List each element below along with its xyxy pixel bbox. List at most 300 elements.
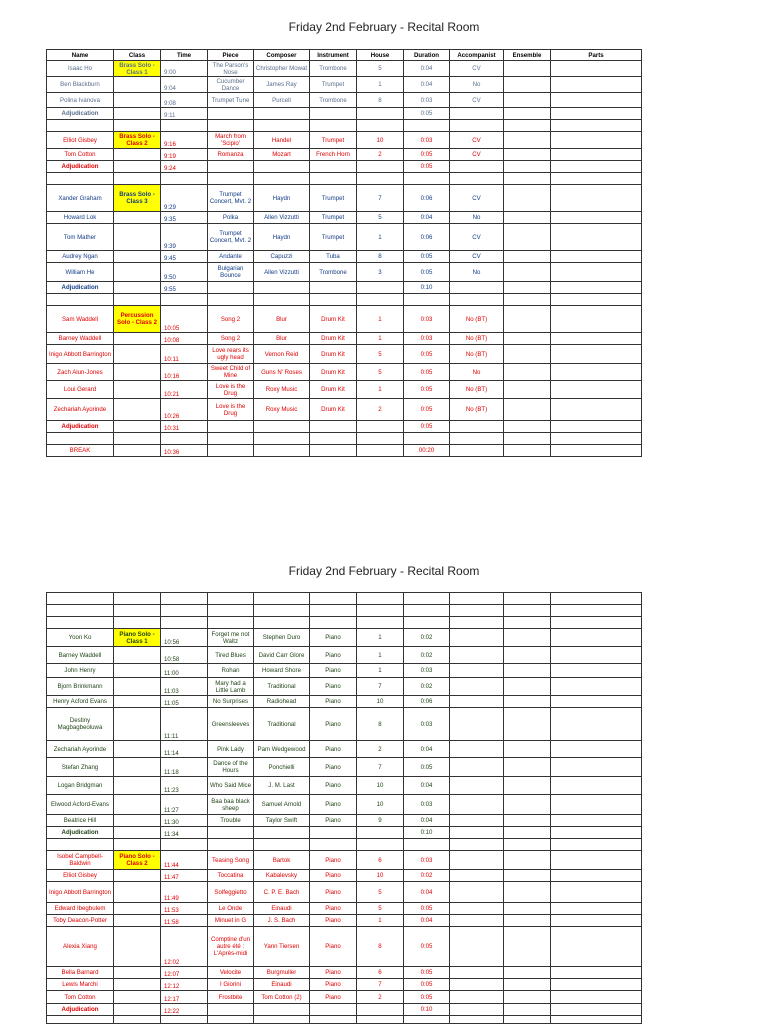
- cell-piece: [208, 593, 254, 605]
- table-row: [47, 306, 642, 333]
- cell-piece: Love is the Drug: [208, 381, 254, 399]
- cell-accompanist: [450, 967, 504, 979]
- cell-accompanist: No: [450, 77, 504, 93]
- cell-house: 5: [357, 882, 404, 903]
- cell-class: [114, 708, 161, 741]
- cell-accompanist: No: [450, 212, 504, 224]
- cell-time: 10:56: [161, 629, 208, 647]
- cell-name: [47, 593, 114, 605]
- cell-duration: 0:05: [404, 991, 450, 1004]
- cell-house: 8: [357, 708, 404, 741]
- cell-parts: [551, 758, 642, 777]
- cell-ensemble: [504, 421, 551, 433]
- cell-house: 6: [357, 851, 404, 870]
- cell-piece: Trumpet Concert, Mvt. 2: [208, 224, 254, 251]
- cell-duration: 0:03: [404, 851, 450, 870]
- cell-parts: [551, 629, 642, 647]
- cell-piece: Tired Blues: [208, 647, 254, 664]
- cell-composer: J. S. Bach: [254, 915, 310, 927]
- cell-accompanist: No (BT): [450, 399, 504, 421]
- cell-class: [114, 979, 161, 991]
- cell-piece: March from 'Scipio': [208, 132, 254, 149]
- cell-parts: [551, 77, 642, 93]
- cell-name: Destiny Magbagbeoluwa: [47, 708, 114, 741]
- cell-name: [47, 173, 114, 185]
- cell-name: [47, 605, 114, 617]
- cell-parts: [551, 882, 642, 903]
- cell-house: [357, 294, 404, 306]
- table-row: [47, 1016, 642, 1024]
- cell-piece: [208, 108, 254, 120]
- cell-parts: [551, 399, 642, 421]
- cell-piece: Toccatina: [208, 870, 254, 882]
- cell-composer: [254, 108, 310, 120]
- cell-parts: [551, 903, 642, 915]
- cell-accompanist: [450, 445, 504, 457]
- cell-composer: [254, 617, 310, 629]
- cell-name: Inigo Abbott Barrington: [47, 882, 114, 903]
- cell-name: Barney Waddell: [47, 333, 114, 345]
- cell-accompanist: [450, 777, 504, 795]
- table-row: [47, 605, 642, 617]
- cell-class: [114, 263, 161, 282]
- cell-piece: Love is the Drug: [208, 399, 254, 421]
- cell-house: [357, 445, 404, 457]
- cell-piece: Romanza: [208, 149, 254, 161]
- cell-house: 10: [357, 870, 404, 882]
- cell-piece: Polka: [208, 212, 254, 224]
- cell-house: 5: [357, 61, 404, 77]
- cell-house: [357, 161, 404, 173]
- cell-parts: [551, 364, 642, 381]
- cell-piece: Forget me not Waltz: [208, 629, 254, 647]
- cell-parts: [551, 251, 642, 263]
- cell-name: Sam Waddell: [47, 306, 114, 333]
- cell-class: [114, 399, 161, 421]
- header-class: Class: [114, 50, 161, 61]
- cell-house: 3: [357, 263, 404, 282]
- table-row: [47, 381, 642, 399]
- cell-class: [114, 758, 161, 777]
- table-row: [47, 629, 642, 647]
- cell-ensemble: [504, 77, 551, 93]
- cell-class: Piano Solo - Class 2: [114, 851, 161, 870]
- cell-piece: Trouble: [208, 815, 254, 827]
- cell-ensemble: [504, 815, 551, 827]
- cell-time: 12:02: [161, 927, 208, 967]
- cell-composer: [254, 605, 310, 617]
- cell-class: [114, 827, 161, 839]
- cell-time: 11:23: [161, 777, 208, 795]
- cell-time: 9:11: [161, 108, 208, 120]
- cell-house: 2: [357, 149, 404, 161]
- table-row: [47, 120, 642, 132]
- cell-class: [114, 224, 161, 251]
- header-name: Name: [47, 50, 114, 61]
- cell-class: [114, 381, 161, 399]
- cell-composer: Ponchielli: [254, 758, 310, 777]
- cell-instrument: Piano: [310, 741, 357, 758]
- cell-duration: [404, 1016, 450, 1024]
- cell-class: [114, 445, 161, 457]
- header-ensemble: Ensemble: [504, 50, 551, 61]
- cell-ensemble: [504, 345, 551, 364]
- cell-time: 9:16: [161, 132, 208, 149]
- cell-ensemble: [504, 161, 551, 173]
- cell-house: 10: [357, 696, 404, 708]
- cell-composer: Traditional: [254, 678, 310, 696]
- table-row: [47, 647, 642, 664]
- cell-duration: [404, 173, 450, 185]
- cell-class: Brass Solo - Class 2: [114, 132, 161, 149]
- table-row: [47, 93, 642, 108]
- cell-accompanist: [450, 617, 504, 629]
- header-piece: Piece: [208, 50, 254, 61]
- cell-duration: 0:03: [404, 664, 450, 678]
- cell-instrument: [310, 282, 357, 294]
- cell-time: [161, 1016, 208, 1024]
- cell-ensemble: [504, 185, 551, 212]
- cell-accompanist: [450, 870, 504, 882]
- cell-parts: [551, 333, 642, 345]
- cell-ensemble: [504, 224, 551, 251]
- cell-accompanist: [450, 758, 504, 777]
- cell-name: Alexia Xiang: [47, 927, 114, 967]
- cell-time: 11:58: [161, 915, 208, 927]
- cell-piece: Trumpet Concert, Mvt. 2: [208, 185, 254, 212]
- cell-name: Adjudication: [47, 1004, 114, 1016]
- cell-class: [114, 149, 161, 161]
- cell-instrument: Piano: [310, 708, 357, 741]
- cell-accompanist: [450, 1004, 504, 1016]
- cell-composer: [254, 421, 310, 433]
- cell-accompanist: [450, 161, 504, 173]
- cell-name: Adjudication: [47, 282, 114, 294]
- cell-composer: [254, 827, 310, 839]
- cell-name: [47, 294, 114, 306]
- cell-duration: 0:02: [404, 678, 450, 696]
- cell-ensemble: [504, 664, 551, 678]
- cell-class: [114, 815, 161, 827]
- cell-duration: 0:02: [404, 629, 450, 647]
- cell-piece: [208, 173, 254, 185]
- cell-instrument: Drum Kit: [310, 306, 357, 333]
- cell-class: [114, 991, 161, 1004]
- cell-instrument: Piano: [310, 777, 357, 795]
- cell-time: 9:04: [161, 77, 208, 93]
- cell-time: 10:58: [161, 647, 208, 664]
- cell-class: [114, 120, 161, 132]
- header-accompanist: Accompanist: [450, 50, 504, 61]
- cell-class: [114, 173, 161, 185]
- cell-house: 2: [357, 741, 404, 758]
- cell-class: [114, 212, 161, 224]
- cell-composer: Einaudi: [254, 903, 310, 915]
- cell-class: [114, 333, 161, 345]
- cell-house: 5: [357, 903, 404, 915]
- cell-duration: 0:05: [404, 108, 450, 120]
- table-row: [47, 185, 642, 212]
- cell-class: [114, 605, 161, 617]
- cell-ensemble: [504, 212, 551, 224]
- cell-piece: [208, 1016, 254, 1024]
- cell-time: 9:19: [161, 149, 208, 161]
- cell-accompanist: [450, 1016, 504, 1024]
- cell-parts: [551, 93, 642, 108]
- cell-duration: 0:03: [404, 93, 450, 108]
- cell-class: [114, 433, 161, 445]
- cell-ensemble: [504, 870, 551, 882]
- cell-house: 10: [357, 777, 404, 795]
- cell-parts: [551, 381, 642, 399]
- cell-class: [114, 696, 161, 708]
- cell-parts: [551, 306, 642, 333]
- cell-piece: Greensleeves: [208, 708, 254, 741]
- cell-time: [161, 839, 208, 851]
- cell-time: [161, 120, 208, 132]
- cell-name: Xander Graham: [47, 185, 114, 212]
- cell-name: Ben Blackburn: [47, 77, 114, 93]
- cell-name: [47, 433, 114, 445]
- table-row: [47, 421, 642, 433]
- cell-name: Tom Mather: [47, 224, 114, 251]
- cell-name: Beatrice Hill: [47, 815, 114, 827]
- cell-name: [47, 617, 114, 629]
- cell-composer: Pam Wedgewood: [254, 741, 310, 758]
- cell-instrument: [310, 108, 357, 120]
- cell-instrument: [310, 120, 357, 132]
- cell-name: Stefan Zhang: [47, 758, 114, 777]
- cell-accompanist: CV: [450, 132, 504, 149]
- cell-class: [114, 1004, 161, 1016]
- cell-house: 1: [357, 647, 404, 664]
- cell-instrument: Piano: [310, 967, 357, 979]
- cell-duration: 0:10: [404, 1004, 450, 1016]
- cell-composer: [254, 294, 310, 306]
- cell-accompanist: CV: [450, 149, 504, 161]
- cell-instrument: Piano: [310, 903, 357, 915]
- cell-house: [357, 1004, 404, 1016]
- cell-instrument: [310, 433, 357, 445]
- table-row: [47, 870, 642, 882]
- cell-class: [114, 915, 161, 927]
- table-header: [47, 50, 642, 61]
- cell-ensemble: [504, 629, 551, 647]
- cell-name: Logan Bridgman: [47, 777, 114, 795]
- cell-house: 10: [357, 795, 404, 815]
- cell-accompanist: [450, 979, 504, 991]
- cell-house: 8: [357, 251, 404, 263]
- cell-house: [357, 433, 404, 445]
- cell-parts: [551, 777, 642, 795]
- cell-accompanist: [450, 108, 504, 120]
- cell-house: 2: [357, 991, 404, 1004]
- cell-class: [114, 664, 161, 678]
- cell-duration: 0:06: [404, 224, 450, 251]
- cell-piece: Minuet in G: [208, 915, 254, 927]
- cell-piece: Bulgarian Bounce: [208, 263, 254, 282]
- cell-parts: [551, 827, 642, 839]
- cell-piece: [208, 445, 254, 457]
- cell-duration: [404, 617, 450, 629]
- cell-instrument: Drum Kit: [310, 399, 357, 421]
- cell-accompanist: CV: [450, 185, 504, 212]
- cell-instrument: Piano: [310, 758, 357, 777]
- cell-name: Elliot Gisbey: [47, 132, 114, 149]
- cell-name: Tom Cotton: [47, 149, 114, 161]
- cell-accompanist: [450, 696, 504, 708]
- cell-composer: [254, 445, 310, 457]
- cell-instrument: Piano: [310, 678, 357, 696]
- cell-parts: [551, 851, 642, 870]
- cell-piece: [208, 605, 254, 617]
- cell-composer: J. M. Last: [254, 777, 310, 795]
- cell-ensemble: [504, 708, 551, 741]
- cell-piece: I Giorini: [208, 979, 254, 991]
- cell-composer: James Ray: [254, 77, 310, 93]
- cell-composer: Christopher Mowat: [254, 61, 310, 77]
- page-title-2: Friday 2nd February - Recital Room: [288, 564, 480, 578]
- cell-time: 9:35: [161, 212, 208, 224]
- table-row: [47, 593, 642, 605]
- cell-parts: [551, 870, 642, 882]
- cell-name: Lewis Marchi: [47, 979, 114, 991]
- cell-parts: [551, 212, 642, 224]
- cell-piece: Baa baa black sheep: [208, 795, 254, 815]
- table-row: [47, 294, 642, 306]
- cell-piece: [208, 294, 254, 306]
- cell-time: [161, 433, 208, 445]
- cell-class: [114, 839, 161, 851]
- cell-house: 7: [357, 758, 404, 777]
- cell-instrument: Trombone: [310, 93, 357, 108]
- cell-piece: [208, 839, 254, 851]
- table-row: [47, 161, 642, 173]
- cell-piece: Love rears its ugly head: [208, 345, 254, 364]
- table-row: [47, 333, 642, 345]
- cell-house: 1: [357, 77, 404, 93]
- table-row: [47, 433, 642, 445]
- cell-time: 11:30: [161, 815, 208, 827]
- cell-duration: [404, 120, 450, 132]
- cell-duration: 0:03: [404, 132, 450, 149]
- cell-time: 12:12: [161, 979, 208, 991]
- cell-accompanist: No (BT): [450, 306, 504, 333]
- cell-accompanist: [450, 664, 504, 678]
- cell-instrument: Piano: [310, 915, 357, 927]
- cell-class: [114, 795, 161, 815]
- cell-house: 7: [357, 979, 404, 991]
- cell-name: Loui Gerard: [47, 381, 114, 399]
- cell-name: Isobel Campbell-Baldwin: [47, 851, 114, 870]
- table-row: [47, 282, 642, 294]
- cell-house: [357, 282, 404, 294]
- cell-composer: Roxy Music: [254, 381, 310, 399]
- cell-piece: Song 2: [208, 306, 254, 333]
- cell-piece: Comptine d'un autre été : L'Après-midi: [208, 927, 254, 967]
- cell-accompanist: [450, 294, 504, 306]
- cell-time: 9:00: [161, 61, 208, 77]
- table-row: [47, 77, 642, 93]
- cell-class: [114, 777, 161, 795]
- cell-name: Adjudication: [47, 108, 114, 120]
- table-row: [47, 991, 642, 1004]
- cell-duration: [404, 294, 450, 306]
- cell-time: 12:22: [161, 1004, 208, 1016]
- cell-ensemble: [504, 882, 551, 903]
- cell-accompanist: [450, 827, 504, 839]
- cell-ensemble: [504, 593, 551, 605]
- table-row: [47, 839, 642, 851]
- cell-piece: Song 2: [208, 333, 254, 345]
- cell-ensemble: [504, 915, 551, 927]
- cell-piece: Cucumber Dance: [208, 77, 254, 93]
- cell-house: 1: [357, 333, 404, 345]
- cell-instrument: Piano: [310, 991, 357, 1004]
- cell-composer: [254, 593, 310, 605]
- header-instrument: Instrument: [310, 50, 357, 61]
- cell-duration: 0:02: [404, 870, 450, 882]
- cell-composer: Purcell: [254, 93, 310, 108]
- cell-instrument: [310, 445, 357, 457]
- cell-piece: Dance of the Hours: [208, 758, 254, 777]
- table-row: [47, 708, 642, 741]
- cell-time: 10:21: [161, 381, 208, 399]
- cell-duration: 0:10: [404, 827, 450, 839]
- cell-time: 11:34: [161, 827, 208, 839]
- cell-composer: Tom Cotton (2): [254, 991, 310, 1004]
- cell-parts: [551, 345, 642, 364]
- table-row: [47, 445, 642, 457]
- cell-accompanist: [450, 647, 504, 664]
- cell-name: Toby Deacon-Potter: [47, 915, 114, 927]
- cell-house: [357, 173, 404, 185]
- table-row: [47, 827, 642, 839]
- cell-instrument: Piano: [310, 629, 357, 647]
- cell-name: Tom Cotton: [47, 991, 114, 1004]
- cell-piece: The Parson's Nose: [208, 61, 254, 77]
- cell-time: 9:39: [161, 224, 208, 251]
- cell-composer: Handel: [254, 132, 310, 149]
- cell-ensemble: [504, 108, 551, 120]
- cell-piece: [208, 282, 254, 294]
- cell-parts: [551, 605, 642, 617]
- cell-parts: [551, 185, 642, 212]
- header-duration: Duration: [404, 50, 450, 61]
- cell-piece: Frostbite: [208, 991, 254, 1004]
- table-row: [47, 927, 642, 967]
- cell-ensemble: [504, 1004, 551, 1016]
- cell-composer: Allen Vizzutti: [254, 263, 310, 282]
- table-row: [47, 212, 642, 224]
- cell-instrument: Piano: [310, 870, 357, 882]
- cell-duration: [404, 593, 450, 605]
- cell-accompanist: [450, 741, 504, 758]
- cell-instrument: Drum Kit: [310, 333, 357, 345]
- cell-ensemble: [504, 306, 551, 333]
- cell-duration: 0:04: [404, 61, 450, 77]
- cell-time: 11:05: [161, 696, 208, 708]
- cell-time: 11:00: [161, 664, 208, 678]
- cell-duration: 0:03: [404, 795, 450, 815]
- cell-duration: 0:04: [404, 915, 450, 927]
- cell-parts: [551, 991, 642, 1004]
- table-row: [47, 741, 642, 758]
- table-row: [47, 915, 642, 927]
- cell-accompanist: CV: [450, 224, 504, 251]
- header-time: Time: [161, 50, 208, 61]
- cell-composer: Roxy Music: [254, 399, 310, 421]
